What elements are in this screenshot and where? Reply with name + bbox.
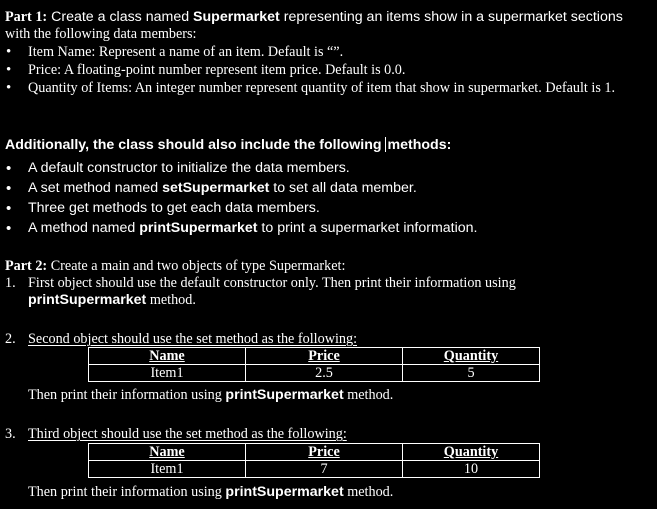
then-print-1: Then print their information using printSupermarket method.	[28, 387, 394, 403]
table-header-row	[89, 348, 540, 365]
table-row: Item1 2.5 5	[89, 365, 540, 382]
list-item: • Price: A floating-point number represent item price. Default is 0.0.	[5, 62, 631, 79]
methods-list	[5, 160, 631, 237]
methods-heading: Additionally, the class should also include the following methods:	[5, 137, 452, 153]
col-name: Name	[89, 348, 246, 365]
col-quantity: Quantity	[403, 348, 540, 365]
list-item: • Three get methods to get each data members.	[5, 200, 631, 217]
table-item2	[88, 347, 540, 382]
part1-intro-line2: with the following data members:	[5, 26, 197, 42]
part1-section	[5, 9, 631, 97]
table-item3	[88, 443, 540, 478]
part1-label: Part 1:	[5, 9, 48, 25]
list-item: • Quantity of Items: An integer number represent quantity of item that show in supermarket. Default is 1.	[5, 80, 631, 97]
list-item: • A default constructor to initialize the data members.	[5, 160, 631, 177]
then-print-2: Then print their information using printSupermarket method.	[28, 484, 394, 500]
part2-intro: Part 2: Create a main and two objects of type Supermarket:	[5, 258, 346, 274]
list-item: • A set method named setSupermarket to set all data member.	[5, 180, 631, 197]
methods-section	[5, 137, 631, 240]
col-price: Price	[246, 444, 403, 461]
class-name: Supermarket	[193, 9, 280, 25]
col-quantity: Quantity	[403, 444, 540, 461]
part1-intro: Part 1: Create a class named Supermarket representing an items show in a supermarket sections	[5, 9, 623, 25]
col-price: Price	[246, 348, 403, 365]
col-name: Name	[89, 444, 246, 461]
part2-item-2: 2. Second object should use the set method as the following:	[5, 331, 358, 347]
part2-section	[5, 258, 631, 309]
part2-label: Part 2:	[5, 258, 48, 274]
part2-item-1: 1. First object should use the default constructor only. Then print their information using printSupermarket method.	[5, 275, 516, 308]
list-item: • Item Name: Represent a name of an item. Default is “”.	[5, 44, 631, 61]
list-item: • A method named printSupermarket to print a supermarket information.	[5, 220, 631, 237]
table-row: Item1 7 10	[89, 461, 540, 478]
part2-item-3: 3. Third object should use the set method as the following:	[5, 426, 347, 442]
table-header-row	[89, 444, 540, 461]
data-members-list	[5, 44, 631, 97]
